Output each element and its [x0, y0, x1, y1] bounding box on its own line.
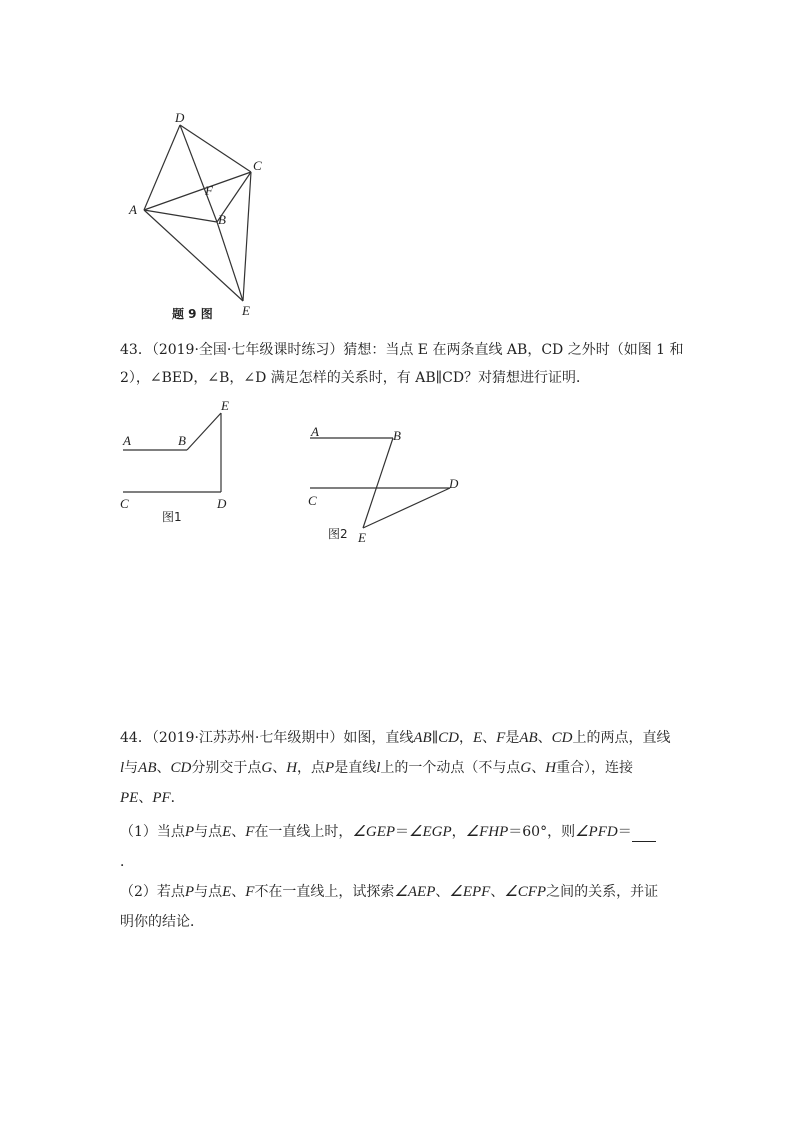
label-E: E [242, 303, 250, 318]
text: ， [451, 824, 466, 840]
q44-line2 [120, 758, 633, 778]
label-B: B [218, 212, 226, 227]
text: 是直线 [334, 760, 377, 776]
q43-line1 [120, 340, 684, 360]
math-angle-FHP: ∠FHP [465, 824, 509, 840]
math-F: F [496, 730, 506, 746]
math-l: l [120, 760, 125, 776]
text: （2）若点 [120, 884, 185, 900]
q44-part2 [120, 882, 658, 902]
math-P: P [184, 824, 195, 840]
text: 上的一个动点（不与点 [380, 760, 521, 776]
text: 、 [231, 884, 246, 900]
math-AB: AB [519, 730, 538, 746]
math-CD: CD [551, 730, 573, 746]
q43-number: 43． [120, 342, 152, 358]
label-C: C [120, 496, 129, 511]
label-C: C [253, 158, 262, 173]
label-D: D [175, 110, 185, 125]
text: 、 [537, 730, 552, 746]
label-B: B [393, 428, 401, 443]
parallel-symbol: ∥ [431, 730, 439, 746]
figure-1-caption: 图1 [162, 510, 182, 524]
text: 与 [124, 760, 139, 776]
math-AB: AB [413, 730, 432, 746]
label-E: E [221, 398, 229, 413]
math-angle-EPF: ∠EPF [449, 884, 491, 900]
math-F: F [245, 884, 255, 900]
figure-9 [120, 100, 290, 325]
label-D: D [449, 476, 459, 491]
figure-2-caption: 图2 [328, 527, 348, 541]
seg-AC [144, 172, 251, 210]
figure-9-caption: 题 9 图 [172, 307, 213, 321]
math-AB: AB [138, 760, 157, 776]
label-B: B [178, 433, 186, 448]
text: 、 [156, 760, 171, 776]
q43-source: （2019·全国·七年级课时练习） [151, 342, 344, 358]
label-D: D [217, 496, 227, 511]
text: 重合），连接 [556, 760, 634, 776]
q43-text-1: 猜想：当点 E 在两条直线 AB，CD 之外时（如图 1 和 [343, 342, 684, 358]
text: 是 [505, 730, 520, 746]
math-angle-AEP: ∠AEP [394, 884, 436, 900]
math-CD: CD [438, 730, 459, 746]
q44-line3 [120, 788, 185, 808]
math-E: E [222, 824, 232, 840]
text: 、 [482, 730, 497, 746]
text: 与点 [194, 884, 223, 900]
math-CD: CD [170, 760, 192, 776]
label-E: E [358, 530, 366, 545]
seg-AD [144, 125, 180, 210]
seg-ED [363, 488, 450, 528]
math-angle-GEP: ∠GEP [352, 824, 396, 840]
seg-BE [187, 413, 221, 450]
text: 分别交于点 [191, 760, 262, 776]
math-E: E [473, 730, 483, 746]
label-A: A [129, 202, 137, 217]
text: ，点 [297, 760, 326, 776]
text: ， [459, 730, 473, 746]
text: ＝ [395, 824, 410, 840]
math-angle-PFD: ∠PFD [575, 824, 618, 840]
text: 、 [531, 760, 546, 776]
math-PE: PE [120, 790, 139, 806]
text: 、 [435, 884, 450, 900]
text: 不在一直线上，试探索 [254, 884, 395, 900]
seg-DC [180, 125, 251, 172]
q44-part1-end: ． [120, 854, 134, 870]
text: ． [170, 790, 185, 806]
text: （1）当点 [120, 824, 185, 840]
text: 与点 [194, 824, 223, 840]
figure-2 [300, 420, 470, 550]
text: 、 [231, 824, 246, 840]
math-angle-CFP: ∠CFP [504, 884, 547, 900]
text: ＝60°，则 [508, 824, 576, 840]
q44-source: （2019·江苏苏州·七年级期中） [151, 730, 344, 746]
text: 上的两点，直线 [572, 730, 671, 746]
math-H: H [286, 760, 298, 776]
label-A: A [311, 424, 319, 439]
text: 在一直线上时， [254, 824, 353, 840]
seg-DB [180, 125, 217, 222]
text: 如图，直线 [343, 730, 414, 746]
text: 、 [272, 760, 287, 776]
q44-line1 [120, 728, 671, 748]
math-PF: PF [152, 790, 171, 806]
q44-part1 [120, 822, 656, 842]
seg-CE [243, 172, 251, 301]
text: 、 [138, 790, 153, 806]
math-P: P [184, 884, 195, 900]
text: 之间的关系，并证 [546, 884, 659, 900]
math-P: P [325, 760, 335, 776]
label-A: A [123, 433, 131, 448]
text: ＝ [617, 824, 632, 840]
math-H: H [545, 760, 557, 776]
math-l: l [376, 760, 381, 776]
math-E: E [222, 884, 232, 900]
seg-BE [363, 438, 393, 528]
answer-blank[interactable] [632, 827, 656, 842]
math-F: F [245, 824, 255, 840]
text: 、 [490, 884, 505, 900]
math-G: G [261, 760, 273, 776]
label-F: F [205, 183, 213, 198]
figure-1 [115, 395, 245, 525]
q44-part2-line2: 明你的结论． [120, 914, 204, 930]
math-G: G [520, 760, 532, 776]
q44-number: 44． [120, 730, 152, 746]
math-angle-EGP: ∠EGP [409, 824, 452, 840]
q43-line2: 2），∠BED，∠B，∠D 满足怎样的关系时，有 AB∥CD？对猜想进行证明． [120, 370, 591, 386]
label-C: C [308, 493, 317, 508]
